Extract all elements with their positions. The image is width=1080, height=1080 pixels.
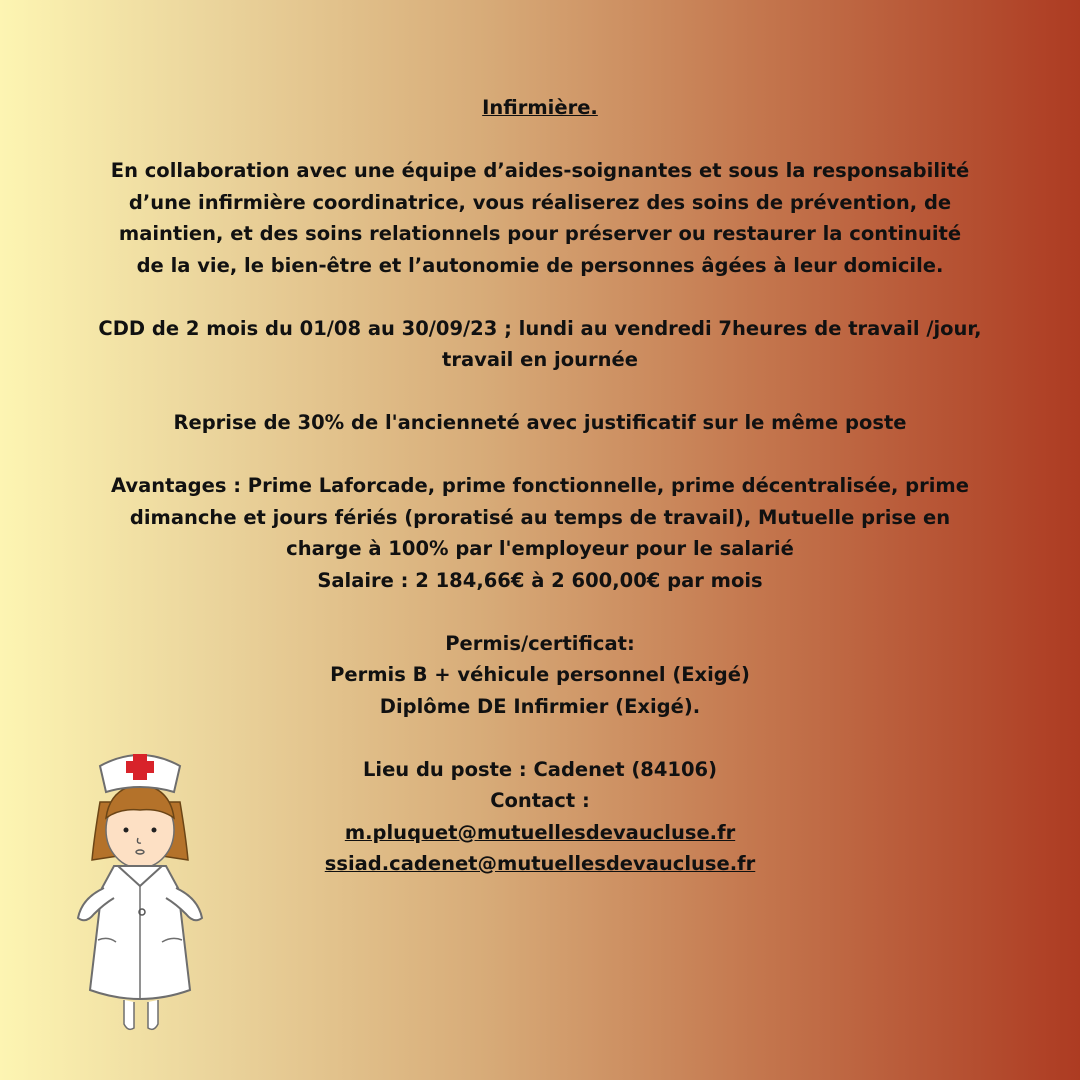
seniority-paragraph [60, 407, 1020, 439]
permit-line: Diplôme DE Infirmier (Exigé). [379, 694, 701, 718]
permits-paragraph [60, 628, 1020, 723]
intro-line: En collaboration avec une équipe d’aides-soignantes et sous la responsabilité [110, 159, 970, 182]
benefits-line: charge à 100% par l'employeur pour le salarié [286, 537, 794, 560]
contract-paragraph [60, 313, 1020, 376]
permit-line: Permis B + véhicule personnel (Exigé) [330, 663, 750, 686]
job-title: Infirmière. [482, 96, 598, 119]
benefits-paragraph [60, 470, 1020, 596]
intro-line: de la vie, le bien-être et l’autonomie de personnes âgées à leur domicile. [136, 253, 944, 277]
intro-line: d’une infirmière coordinatrice, vous réaliserez des soins de prévention, de [128, 190, 952, 214]
intro-paragraph [60, 155, 1020, 281]
contract-line: travail en journée [442, 348, 638, 371]
permits-heading: Permis/certificat: [445, 631, 635, 655]
benefits-line: dimanche et jours fériés (proratisé au temps de travail), Mutuelle prise en [129, 505, 951, 529]
intro-line: maintien, et des soins relationnels pour préserver ou restaurer la continuité [118, 222, 962, 245]
email-link-ssiad[interactable]: ssiad.cadenet@mutuellesdevaucluse.fr [324, 852, 756, 875]
salary-line: Salaire : 2 184,66€ à 2 600,00€ par mois [317, 568, 763, 592]
contact-label: Contact : [490, 789, 590, 812]
location-line: Lieu du poste : Cadenet (84106) [362, 757, 718, 781]
nurse-illustration-icon [70, 738, 210, 1038]
cross-horizontal [126, 761, 154, 773]
benefits-line: Avantages : Prime Laforcade, prime fonctionnelle, prime décentralisée, prime [111, 474, 969, 497]
contract-line: CDD de 2 mois du 01/08 au 30/09/23 ; lundi au vendredi 7heures de travail /jour, [98, 316, 982, 340]
title-block [60, 92, 1020, 124]
seniority-line: Reprise de 30% de l'ancienneté avec justificatif sur le même poste [173, 411, 907, 434]
email-link-pluquet[interactable]: m.pluquet@mutuellesdevaucluse.fr [344, 820, 736, 844]
